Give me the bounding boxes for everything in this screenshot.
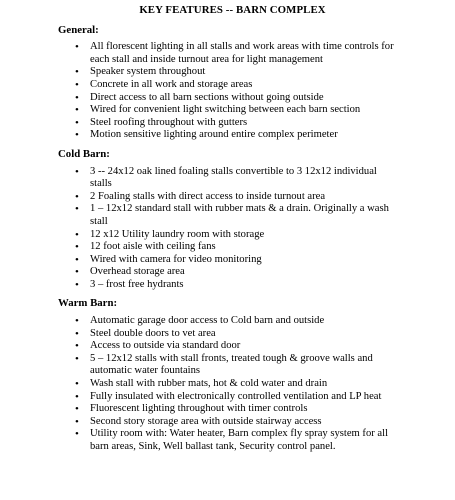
list-item: • 2 Foaling stalls with direct access to inside turnout area xyxy=(0,191,455,204)
list-item: • Overhead storage area xyxy=(0,266,455,279)
list-item: • 3 – frost free hydrants xyxy=(0,279,455,292)
list-item: • 12 foot aisle with ceiling fans xyxy=(0,241,455,254)
list-item: • 3 -- 24x12 oak lined foaling stalls convertible to 3 12x12 individual stalls xyxy=(0,166,455,191)
list-item: • Direct access to all barn sections without going outside xyxy=(0,92,455,105)
section-cold-barn xyxy=(0,148,455,292)
feature-list-cold-barn xyxy=(0,166,455,292)
list-item: • Utility room with: Water heater, Barn complex fly spray system for all barn areas, Sink, Well ballast tank, Security control panel. xyxy=(0,428,455,453)
section-general xyxy=(0,24,455,142)
list-item: • Steel double doors to vet area xyxy=(0,328,455,341)
list-item: • Speaker system throughout xyxy=(0,66,455,79)
section-warm-barn xyxy=(0,297,455,453)
section-heading-warm-barn: Warm Barn: xyxy=(58,297,118,310)
list-item: • Fluorescent lighting throughout with timer controls xyxy=(0,403,455,416)
list-item: • 1 – 12x12 standard stall with rubber mats & a drain. Originally a wash stall xyxy=(0,203,455,228)
list-item: • All florescent lighting in all stalls and work areas with time controls for each stall and inside turnout area for light management xyxy=(0,41,455,66)
list-item: • Wash stall with rubber mats, hot & cold water and drain xyxy=(0,378,455,391)
list-item: • Automatic garage door access to Cold barn and outside xyxy=(0,315,455,328)
section-heading-general: General: xyxy=(58,23,99,36)
list-item: • 5 – 12x12 stalls with stall fronts, treated tough & groove walls and automatic water fountains xyxy=(0,353,455,378)
list-item: • Concrete in all work and storage areas xyxy=(0,79,455,92)
list-item: • Access to outside via standard door xyxy=(0,340,455,353)
feature-list-general xyxy=(0,41,455,142)
list-item: • Second story storage area with outside stairway access xyxy=(0,416,455,429)
list-item: • Fully insulated with electronically controlled ventilation and LP heat xyxy=(0,391,455,404)
list-item: • Steel roofing throughout with gutters xyxy=(0,117,455,130)
feature-list-warm-barn xyxy=(0,315,455,454)
document-title: KEY FEATURES -- BARN COMPLEX xyxy=(139,4,326,16)
list-item: • Motion sensitive lighting around entire complex perimeter xyxy=(0,129,455,142)
section-heading-cold-barn: Cold Barn: xyxy=(58,147,110,160)
list-item: • Wired with camera for video monitoring xyxy=(0,254,455,267)
list-item: • Wired for convenient light switching between each barn section xyxy=(0,104,455,117)
list-item: • 12 x12 Utility laundry room with storage xyxy=(0,229,455,242)
